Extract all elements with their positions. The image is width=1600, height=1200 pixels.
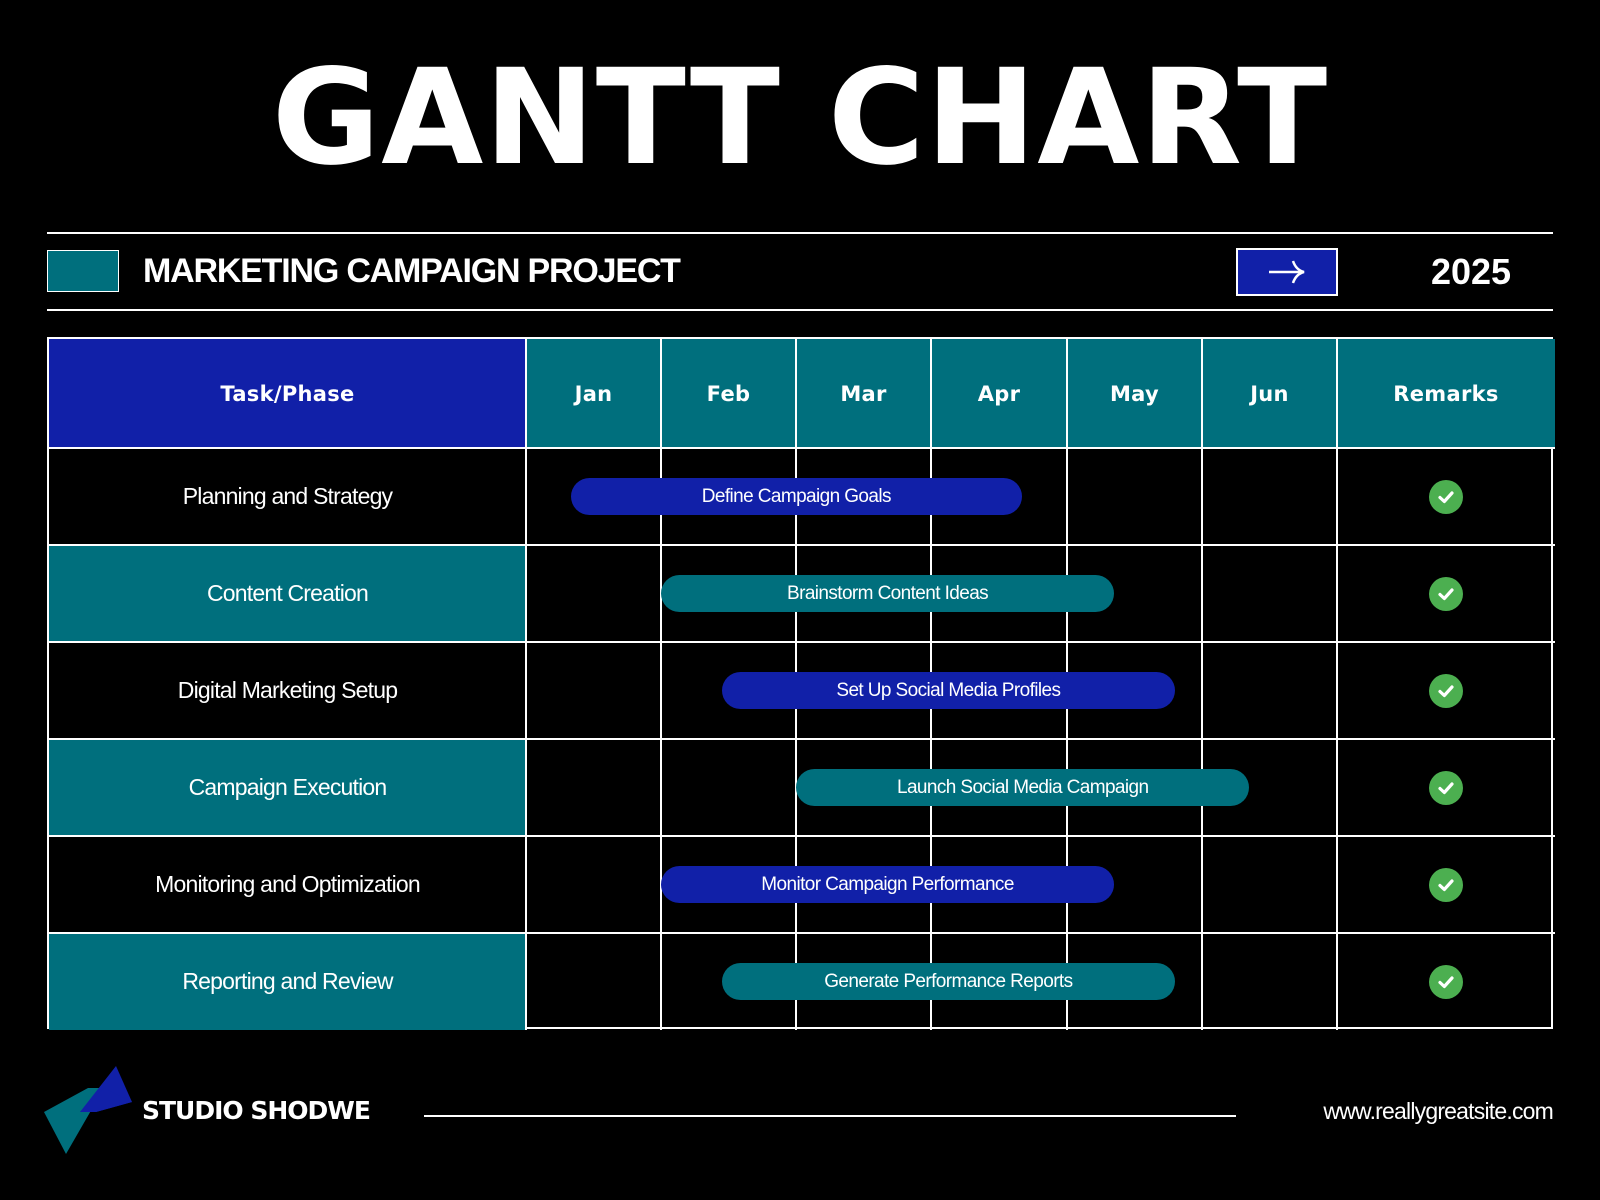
month-header-jan: Jan — [526, 339, 661, 448]
gantt-bar[interactable]: Define Campaign Goals — [571, 478, 1022, 515]
header-top-rule — [47, 232, 1553, 234]
month-header-mar: Mar — [796, 339, 931, 448]
month-header-feb: Feb — [661, 339, 796, 448]
grid-vline — [660, 339, 662, 1030]
check-icon — [1429, 868, 1463, 902]
check-icon — [1429, 965, 1463, 999]
gantt-bar[interactable]: Monitor Campaign Performance — [661, 866, 1114, 903]
grid-vline — [1336, 339, 1338, 1030]
studio-name: STUDIO SHODWE — [142, 1096, 370, 1125]
gantt-bar[interactable]: Generate Performance Reports — [722, 963, 1175, 1000]
gantt-bar[interactable]: Launch Social Media Campaign — [796, 769, 1249, 806]
task-phase-cell: Planning and Strategy — [49, 448, 526, 545]
check-icon — [1429, 577, 1463, 611]
gantt-bar[interactable]: Set Up Social Media Profiles — [722, 672, 1175, 709]
gantt-bar[interactable]: Brainstorm Content Ideas — [661, 575, 1114, 612]
month-header-apr: Apr — [931, 339, 1067, 448]
task-phase-cell: Reporting and Review — [49, 933, 526, 1030]
task-phase-cell: Content Creation — [49, 545, 526, 642]
task-phase-cell: Monitoring and Optimization — [49, 836, 526, 933]
check-icon — [1429, 480, 1463, 514]
page-title: GANTT CHART — [271, 41, 1329, 195]
grid-hline — [49, 447, 1555, 449]
website-link[interactable]: www.reallygreatsite.com — [1323, 1098, 1553, 1124]
grid-hline — [49, 835, 1555, 837]
header-bottom-rule — [47, 309, 1553, 311]
task-phase-cell: Digital Marketing Setup — [49, 642, 526, 739]
task-phase-cell: Campaign Execution — [49, 739, 526, 836]
grid-hline — [49, 641, 1555, 643]
grid-hline — [49, 932, 1555, 934]
gantt-table — [47, 337, 1553, 1029]
check-icon — [1429, 674, 1463, 708]
arrow-right-icon — [1267, 257, 1307, 287]
month-header-may: May — [1067, 339, 1202, 448]
check-icon — [1429, 771, 1463, 805]
teal-swatch — [47, 250, 119, 292]
header-remarks: Remarks — [1337, 339, 1555, 448]
grid-hline — [49, 738, 1555, 740]
month-header-jun: Jun — [1202, 339, 1337, 448]
grid-vline — [525, 339, 527, 1030]
footer-divider — [424, 1115, 1236, 1117]
grid-hline — [49, 544, 1555, 546]
next-button[interactable] — [1236, 248, 1338, 296]
studio-logo — [44, 1066, 134, 1161]
project-name: MARKETING CAMPAIGN PROJECT — [143, 252, 680, 290]
grid-vline — [1201, 339, 1203, 1030]
project-year: 2025 — [1430, 251, 1512, 292]
header-task-phase: Task/Phase — [49, 339, 526, 448]
